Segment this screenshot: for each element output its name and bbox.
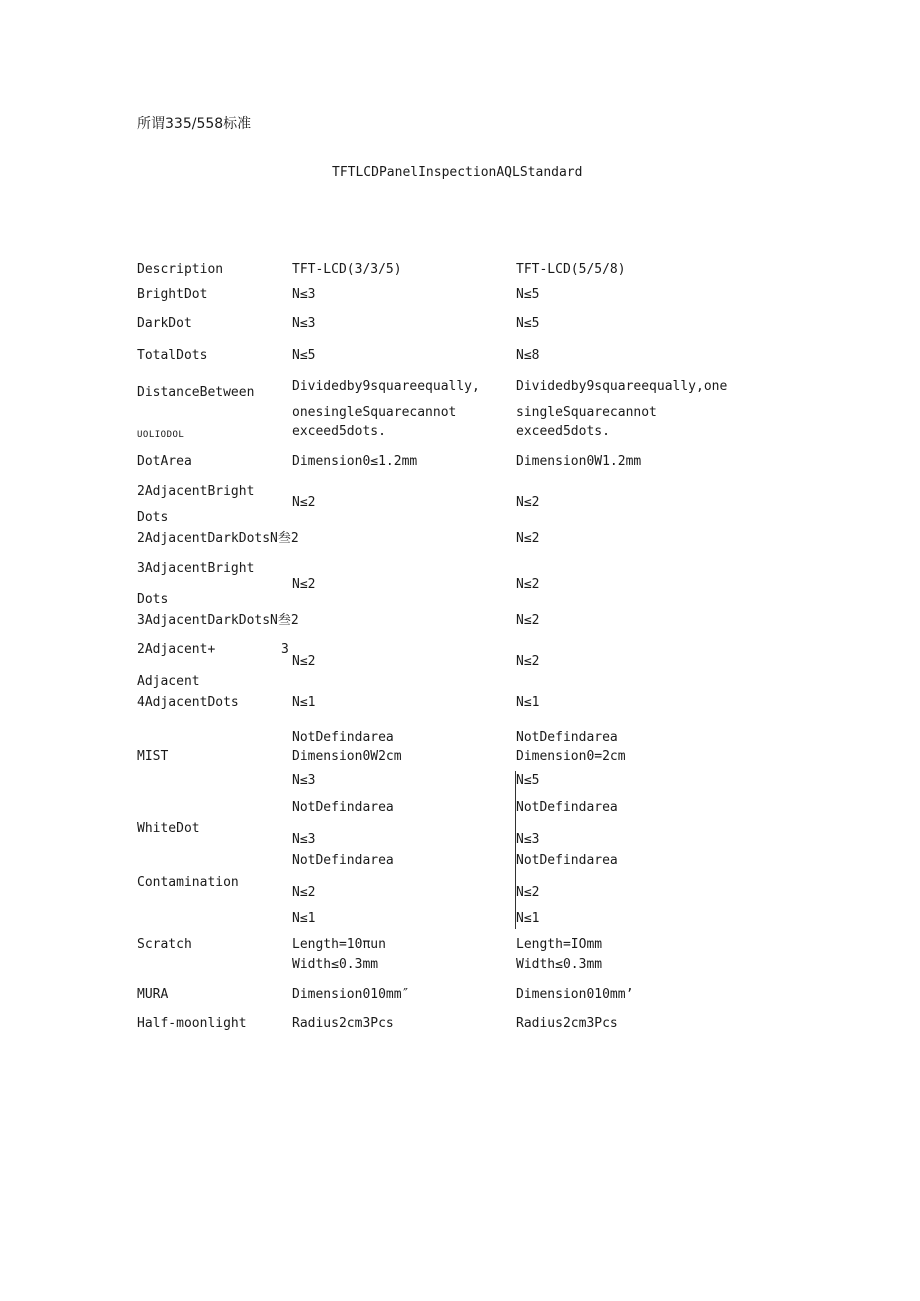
cell-adj3-dark-558: N≤2 xyxy=(516,613,540,628)
cell-distance-335-line3: exceed5dots. xyxy=(292,424,386,439)
cell-bright-dot-558: N≤5 xyxy=(516,287,540,302)
cell-dot-area-558: Dimension0W1.2mm xyxy=(516,454,642,469)
cell-half-moonlight-558: Radius2cm3Pcs xyxy=(516,1016,618,1031)
cell-distance-558-line2: singleSquarecannot xyxy=(516,405,657,420)
row-label-dot-area: DotArea xyxy=(137,454,192,469)
cell-distance-558-line1: Dividedby9squareequally,one xyxy=(516,379,728,394)
cell-contamination-335-line1: NotDefindarea xyxy=(292,853,394,868)
row-label-dark-dot: DarkDot xyxy=(137,316,192,331)
cell-scratch-335-line2: Width≤0.3mm xyxy=(292,957,379,972)
cell-adj3-bright-558: N≤2 xyxy=(516,577,540,592)
row-label-adj3-dark: 3AdjacentDarkDotsN叁2 xyxy=(137,613,299,628)
row-label-bright-dot: BrightDot xyxy=(137,287,208,302)
row-label-distance-sub: UOLIODOL xyxy=(137,430,185,440)
cell-white-dot-335-line1: NotDefindarea xyxy=(292,800,394,815)
row-label-adj2-dark: 2AdjacentDarkDotsN叁2 xyxy=(137,531,299,546)
row-label-scratch: Scratch xyxy=(137,937,192,952)
cell-adj4-558: N≤1 xyxy=(516,695,540,710)
row-label-half-moonlight: Half-moonlight xyxy=(137,1016,247,1031)
cell-adj23-335: N≤2 xyxy=(292,654,316,669)
cell-half-moonlight-335: Radius2cm3Pcs xyxy=(292,1016,394,1031)
cell-adj4-335: N≤1 xyxy=(292,695,316,710)
cell-mist-335-line2: Dimension0W2cm xyxy=(292,749,402,764)
cell-total-dots-335: N≤5 xyxy=(292,348,316,363)
doc-title: TFTLCDPanelInspectionAQLStandard xyxy=(332,165,583,180)
cell-contamination-335-line3: N≤1 xyxy=(292,911,316,926)
cell-white-dot-335-line2: N≤3 xyxy=(292,832,316,847)
row-label-adj23-line2: Adjacent xyxy=(137,674,200,689)
cell-dark-dot-335: N≤3 xyxy=(292,316,316,331)
cell-contamination-558-line1: NotDefindarea xyxy=(516,853,618,868)
cell-contamination-558-line2: N≤2 xyxy=(516,885,540,900)
cell-adj2-dark-558: N≤2 xyxy=(516,531,540,546)
row-label-total-dots: TotalDots xyxy=(137,348,208,363)
row-label-contamination: Contamination xyxy=(137,875,239,886)
cell-scratch-335-line1: Length=10πun xyxy=(292,937,386,952)
cell-adj2-bright-558: N≤2 xyxy=(516,495,540,510)
row-label-distance: DistanceBetween xyxy=(137,385,255,400)
col-header-558: TFT-LCD(5/5/8) xyxy=(516,262,626,277)
cell-adj2-bright-335: N≤2 xyxy=(292,495,316,510)
row-label-adj2-bright: 2AdjacentBright xyxy=(137,484,255,499)
col-header-335: TFT-LCD(3/3/5) xyxy=(292,262,402,277)
cell-scratch-558-line1: Length=IOmm xyxy=(516,937,603,952)
row-label-adj4: 4AdjacentDots xyxy=(137,695,239,710)
row-label-adj23: 2Adjacent+ xyxy=(137,642,216,657)
row-label-mist: MIST xyxy=(137,749,169,764)
cell-adj23-558: N≤2 xyxy=(516,654,540,669)
cell-mist-558-line3: N≤5 xyxy=(516,773,540,788)
cell-distance-558-line3: exceed5dots. xyxy=(516,424,610,439)
cell-white-dot-558-line1: NotDefindarea xyxy=(516,800,618,815)
cell-distance-335-line1: Dividedby9squareequally, xyxy=(292,379,480,394)
cell-total-dots-558: N≤8 xyxy=(516,348,540,363)
row-label-adj23-three: 3 xyxy=(281,642,289,657)
cell-mist-558-line2: Dimension0=2cm xyxy=(516,749,626,764)
row-label-white-dot: WhiteDot xyxy=(137,821,200,832)
column-divider-line xyxy=(515,771,516,929)
cell-mura-558: Dimension010mm’ xyxy=(516,987,634,1002)
cell-bright-dot-335: N≤3 xyxy=(292,287,316,302)
cell-distance-335-line2: onesingleSquarecannot xyxy=(292,405,457,420)
row-label-adj2-bright-line2: Dots xyxy=(137,510,169,525)
cell-dark-dot-558: N≤5 xyxy=(516,316,540,331)
cell-mist-335-line1: NotDefindarea xyxy=(292,730,394,745)
cell-white-dot-558-line2: N≤3 xyxy=(516,832,540,847)
cell-scratch-558-line2: Width≤0.3mm xyxy=(516,957,603,972)
cell-adj3-bright-335: N≤2 xyxy=(292,577,316,592)
row-label-adj3-bright: 3AdjacentBright xyxy=(137,561,255,576)
col-header-description: Description xyxy=(137,262,224,277)
cell-mist-558-line1: NotDefindarea xyxy=(516,730,618,745)
doc-heading: 所谓335/558标准 xyxy=(137,116,252,132)
cell-contamination-558-line3: N≤1 xyxy=(516,911,540,926)
cell-mura-335: Dimension010mm″ xyxy=(292,987,410,1002)
row-label-mura: MURA xyxy=(137,987,169,1002)
cell-contamination-335-line2: N≤2 xyxy=(292,885,316,900)
cell-mist-335-line3: N≤3 xyxy=(292,773,316,788)
row-label-adj3-bright-line2: Dots xyxy=(137,592,169,607)
cell-dot-area-335: Dimension0≤1.2mm xyxy=(292,454,418,469)
